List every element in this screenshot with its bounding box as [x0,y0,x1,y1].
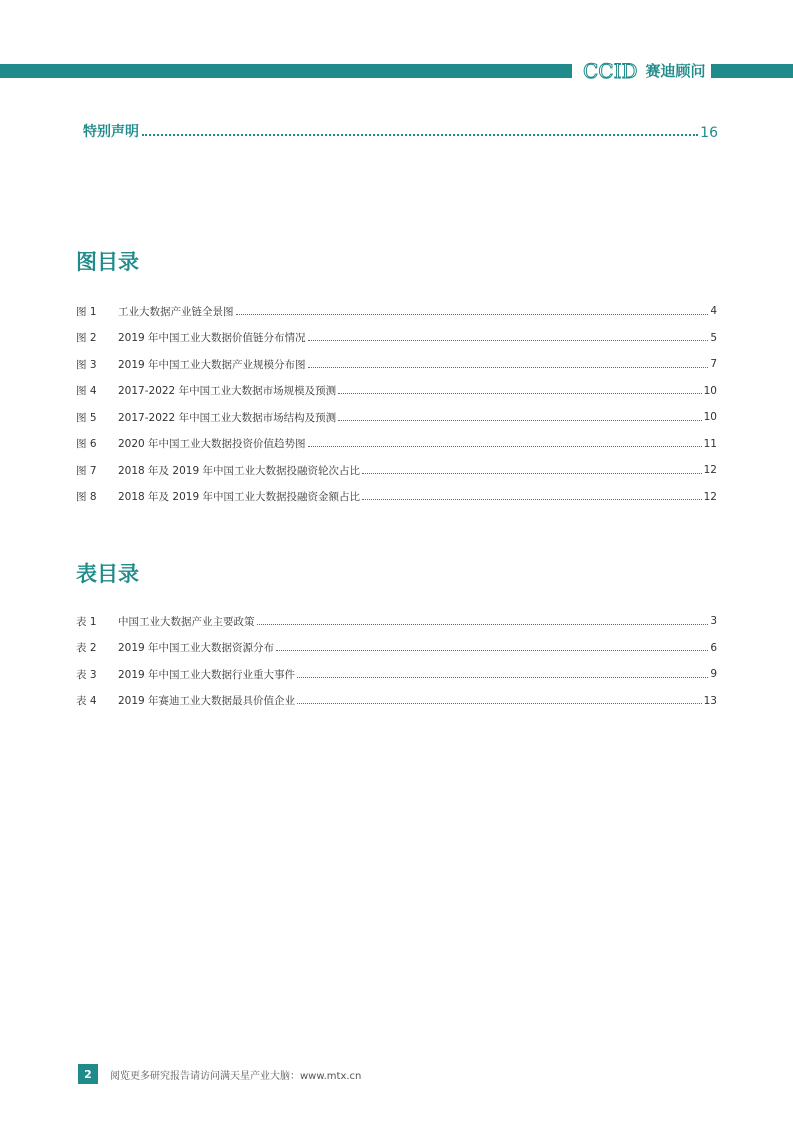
table-entry[interactable] [76,608,717,635]
dot-leader [338,393,702,394]
table-entry[interactable] [76,661,717,688]
special-statement-page: 16 [700,125,718,141]
table-page: 13 [703,694,717,707]
figure-page: 12 [703,464,717,477]
header-bar-right [711,64,793,78]
figure-entry[interactable] [76,457,717,484]
figure-page: 10 [703,384,717,397]
table-page: 6 [710,641,717,654]
figure-page: 10 [703,411,717,424]
figure-title: 2017-2022 年中国工业大数据市场结构及预测 [118,411,337,424]
figure-entry[interactable] [76,298,717,325]
figure-number: 图 6 [76,438,97,451]
table-number: 表 3 [76,668,97,681]
figure-entry[interactable] [76,484,717,511]
figure-page: 12 [703,490,717,503]
figure-number: 图 3 [76,358,97,371]
page-footer [78,1064,361,1084]
figure-entry[interactable] [76,431,717,458]
table-title: 中国工业大数据产业主要政策 [118,615,255,628]
figure-number: 图 1 [76,305,97,318]
table-title: 2019 年中国工业大数据行业重大事件 [118,668,296,681]
figure-page: 4 [710,305,717,318]
figure-title: 2017-2022 年中国工业大数据市场规模及预测 [118,385,337,398]
table-title: 2019 年赛迪工业大数据最具价值企业 [118,695,296,708]
figure-page: 7 [710,358,717,371]
footer-note[interactable]: 阅览更多研究报告请访问满天星产业大脑：www.mtx.cn [110,1070,362,1082]
toc-special-statement[interactable] [83,119,718,141]
dot-leader [362,499,702,500]
table-list-title: 表目录 [76,562,139,586]
figure-title: 2020 年中国工业大数据投资价值趋势图 [118,438,306,451]
figure-entry[interactable] [76,325,717,352]
figure-title: 2019 年中国工业大数据价值链分布情况 [118,332,306,345]
figure-number: 图 7 [76,464,97,477]
figure-title: 2018 年及 2019 年中国工业大数据投融资金额占比 [118,491,360,504]
dot-leader [297,703,702,704]
ccid-logo [583,58,706,84]
dot-leader [142,134,698,136]
figure-number: 图 4 [76,385,97,398]
figure-entry[interactable] [76,404,717,431]
figure-page: 11 [703,437,717,450]
figure-list-title: 图目录 [76,250,139,274]
table-number: 表 2 [76,642,97,655]
figure-entry[interactable] [76,378,717,405]
figure-title: 工业大数据产业链全景图 [118,305,234,318]
table-page: 3 [710,615,717,628]
dot-leader [308,367,709,368]
figure-number: 图 5 [76,411,97,424]
header-bar-left [0,64,572,78]
figure-entry[interactable] [76,351,717,378]
table-number: 表 1 [76,615,97,628]
table-entry[interactable] [76,635,717,662]
dot-leader [257,624,709,625]
figure-list [76,298,717,510]
dot-leader [276,650,708,651]
dot-leader [236,314,709,315]
table-number: 表 4 [76,695,97,708]
figure-number: 图 8 [76,491,97,504]
dot-leader [297,677,708,678]
special-statement-label: 特别声明 [83,124,139,140]
table-page: 9 [710,668,717,681]
table-title: 2019 年中国工业大数据资源分布 [118,642,275,655]
figure-page: 5 [710,331,717,344]
logo-ccid-text: CCID [583,59,638,83]
page-number-badge: 2 [78,1064,98,1084]
dot-leader [338,420,702,421]
figure-title: 2018 年及 2019 年中国工业大数据投融资轮次占比 [118,464,360,477]
figure-title: 2019 年中国工业大数据产业规模分布图 [118,358,306,371]
figure-number: 图 2 [76,332,97,345]
table-entry[interactable] [76,688,717,715]
dot-leader [308,340,709,341]
table-list [76,608,717,714]
dot-leader [308,446,702,447]
logo-cn-text: 赛迪顾问 [645,62,706,80]
dot-leader [362,473,702,474]
